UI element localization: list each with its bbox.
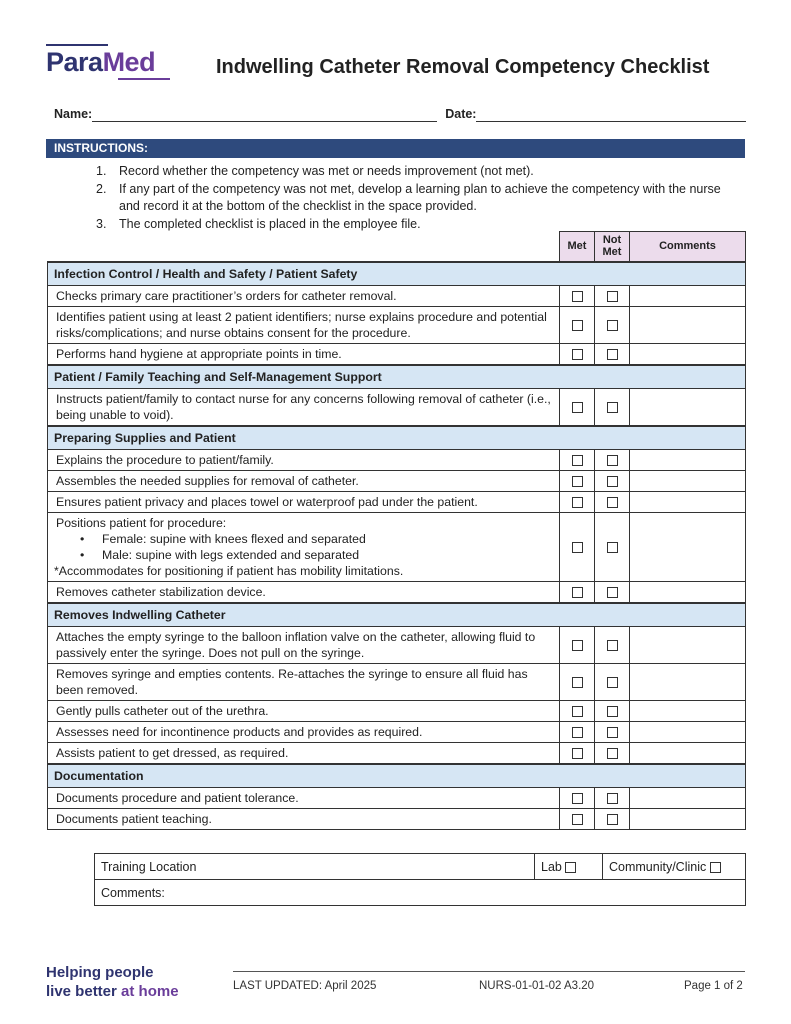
met-checkbox[interactable] bbox=[572, 291, 583, 302]
competency-text: Positions patient for procedure: • Female: supine with knees flexed and separated • Male: supine with legs extended and separated *Accommodates for positioning if patient has mobility limitations. bbox=[48, 512, 560, 581]
community-option: Community/Clinic bbox=[603, 854, 746, 880]
comments-cell[interactable] bbox=[630, 664, 746, 701]
comments-cell[interactable] bbox=[630, 306, 746, 343]
not-met-checkbox[interactable] bbox=[607, 727, 618, 738]
logo-med: Med bbox=[102, 47, 156, 77]
met-checkbox[interactable] bbox=[572, 320, 583, 331]
competency-text: Instructs patient/family to contact nurse for any concerns following removal of catheter (i.e., being unable to void). bbox=[48, 388, 560, 426]
met-checkbox[interactable] bbox=[572, 497, 583, 508]
section-header-row bbox=[48, 365, 746, 389]
not-met-checkbox[interactable] bbox=[607, 455, 618, 466]
training-location-table bbox=[94, 853, 746, 906]
section-header-row bbox=[48, 262, 746, 286]
footer-tagline: Helping people live better at home bbox=[46, 964, 179, 1000]
not-met-checkbox[interactable] bbox=[607, 748, 618, 759]
checklist-row bbox=[48, 701, 746, 722]
comments-cell[interactable] bbox=[630, 388, 746, 426]
date-field[interactable] bbox=[476, 107, 746, 122]
section-header-row bbox=[48, 764, 746, 788]
logo-bar bbox=[118, 78, 170, 80]
met-checkbox[interactable] bbox=[572, 677, 583, 688]
competency-checklist-table bbox=[47, 231, 746, 830]
instruction-item: 3. The completed checklist is placed in the employee file. bbox=[96, 216, 421, 231]
document-code: NURS-01-01-02 A3.20 bbox=[479, 980, 595, 992]
checklist-row bbox=[48, 664, 746, 701]
not-met-checkbox[interactable] bbox=[607, 402, 618, 413]
met-checkbox[interactable] bbox=[572, 727, 583, 738]
comments-cell[interactable] bbox=[630, 809, 746, 830]
comments-cell[interactable] bbox=[630, 722, 746, 743]
met-checkbox[interactable] bbox=[572, 402, 583, 413]
competency-text: Documents patient teaching. bbox=[48, 809, 560, 830]
not-met-checkbox[interactable] bbox=[607, 814, 618, 825]
table-header-row bbox=[48, 232, 746, 262]
section-title: Patient / Family Teaching and Self-Management Support bbox=[48, 365, 746, 389]
competency-text: Assembles the needed supplies for removal of catheter. bbox=[48, 470, 560, 491]
lab-option: Lab bbox=[535, 854, 603, 880]
comments-cell[interactable] bbox=[630, 743, 746, 765]
instruction-item: 1. Record whether the competency was met or needs improvement (not met). bbox=[96, 164, 534, 178]
checklist-row bbox=[48, 285, 746, 306]
comments-cell[interactable] bbox=[630, 512, 746, 581]
checklist-row bbox=[48, 743, 746, 765]
instructions-heading: INSTRUCTIONS: bbox=[46, 139, 745, 158]
not-met-checkbox[interactable] bbox=[607, 291, 618, 302]
not-met-checkbox[interactable] bbox=[607, 677, 618, 688]
section-title: Infection Control / Health and Safety / Patient Safety bbox=[48, 262, 746, 286]
training-location-label: Training Location bbox=[95, 854, 535, 880]
lab-checkbox[interactable] bbox=[565, 862, 576, 873]
checklist-row bbox=[48, 627, 746, 664]
comments-field[interactable]: Comments: bbox=[95, 880, 746, 906]
met-checkbox[interactable] bbox=[572, 748, 583, 759]
checklist-row bbox=[48, 491, 746, 512]
met-checkbox[interactable] bbox=[572, 587, 583, 598]
not-met-checkbox[interactable] bbox=[607, 476, 618, 487]
paramed-logo bbox=[46, 44, 176, 80]
not-met-checkbox[interactable] bbox=[607, 497, 618, 508]
date-label: Date: bbox=[445, 107, 477, 121]
instructions-list bbox=[96, 163, 736, 233]
not-met-checkbox[interactable] bbox=[607, 587, 618, 598]
met-checkbox[interactable] bbox=[572, 349, 583, 360]
section-title: Preparing Supplies and Patient bbox=[48, 426, 746, 450]
competency-text: Assesses need for incontinence products and provides as required. bbox=[48, 722, 560, 743]
bullet-item: • Male: supine with legs extended and separated bbox=[80, 547, 360, 562]
not-met-checkbox[interactable] bbox=[607, 542, 618, 553]
met-checkbox[interactable] bbox=[572, 793, 583, 804]
met-checkbox[interactable] bbox=[572, 455, 583, 466]
name-date-row bbox=[54, 107, 746, 122]
bullet-item: • Female: supine with knees flexed and separated bbox=[80, 531, 366, 546]
checklist-row bbox=[48, 512, 746, 581]
header-comments: Comments bbox=[630, 232, 746, 262]
competency-text: Assists patient to get dressed, as required. bbox=[48, 743, 560, 765]
checklist-row bbox=[48, 388, 746, 426]
checklist-row bbox=[48, 722, 746, 743]
header-not-met: Not Met bbox=[595, 232, 630, 262]
comments-cell[interactable] bbox=[630, 627, 746, 664]
competency-text: Performs hand hygiene at appropriate points in time. bbox=[48, 343, 560, 365]
met-checkbox[interactable] bbox=[572, 640, 583, 651]
not-met-checkbox[interactable] bbox=[607, 320, 618, 331]
not-met-checkbox[interactable] bbox=[607, 349, 618, 360]
comments-cell[interactable] bbox=[630, 285, 746, 306]
comments-cell[interactable] bbox=[630, 788, 746, 809]
checklist-row bbox=[48, 809, 746, 830]
not-met-checkbox[interactable] bbox=[607, 640, 618, 651]
met-checkbox[interactable] bbox=[572, 542, 583, 553]
not-met-checkbox[interactable] bbox=[607, 706, 618, 717]
comments-cell[interactable] bbox=[630, 470, 746, 491]
met-checkbox[interactable] bbox=[572, 706, 583, 717]
community-checkbox[interactable] bbox=[710, 862, 721, 873]
met-checkbox[interactable] bbox=[572, 476, 583, 487]
competency-text: Identifies patient using at least 2 patient identifiers; nurse explains procedure and potential risks/complications; and nurse obtains consent for the procedure. bbox=[48, 306, 560, 343]
document-title: Indwelling Catheter Removal Competency Checklist bbox=[216, 56, 710, 78]
competency-text: Checks primary care practitioner’s orders for catheter removal. bbox=[48, 285, 560, 306]
section-title: Removes Indwelling Catheter bbox=[48, 603, 746, 627]
section-header-row bbox=[48, 426, 746, 450]
footer-divider bbox=[233, 971, 745, 972]
page-number: Page 1 of 2 bbox=[684, 980, 743, 992]
section-title: Documentation bbox=[48, 764, 746, 788]
comments-cell[interactable] bbox=[630, 701, 746, 722]
last-updated: LAST UPDATED: April 2025 bbox=[233, 980, 377, 992]
checklist-row bbox=[48, 470, 746, 491]
checklist-row bbox=[48, 343, 746, 365]
comments-cell[interactable] bbox=[630, 491, 746, 512]
competency-text: Ensures patient privacy and places towel or waterproof pad under the patient. bbox=[48, 491, 560, 512]
comments-cell[interactable] bbox=[630, 449, 746, 470]
name-field[interactable] bbox=[92, 107, 437, 122]
competency-text: Documents procedure and patient tolerance. bbox=[48, 788, 560, 809]
not-met-checkbox[interactable] bbox=[607, 793, 618, 804]
comments-cell[interactable] bbox=[630, 343, 746, 365]
comments-cell[interactable] bbox=[630, 581, 746, 603]
header-met: Met bbox=[560, 232, 595, 262]
competency-text: Removes syringe and empties contents. Re-attaches the syringe to ensure all fluid has been removed. bbox=[48, 664, 560, 701]
competency-text: Attaches the empty syringe to the balloon inflation valve on the catheter, allowing fluid to passively enter the syringe. Does not pull on the syringe. bbox=[48, 627, 560, 664]
checklist-row bbox=[48, 449, 746, 470]
name-label: Name: bbox=[54, 107, 93, 121]
competency-text: Explains the procedure to patient/family. bbox=[48, 449, 560, 470]
instruction-item: 2. If any part of the competency was not met, develop a learning plan to achieve the competency with the nurse and record it at the bottom of the checklist in the space provided. bbox=[96, 181, 721, 213]
met-checkbox[interactable] bbox=[572, 814, 583, 825]
checklist-row bbox=[48, 788, 746, 809]
logo-para: Para bbox=[46, 47, 103, 77]
checklist-row bbox=[48, 306, 746, 343]
section-header-row bbox=[48, 603, 746, 627]
checklist-row bbox=[48, 581, 746, 603]
competency-text: Removes catheter stabilization device. bbox=[48, 581, 560, 603]
competency-text: Gently pulls catheter out of the urethra. bbox=[48, 701, 560, 722]
